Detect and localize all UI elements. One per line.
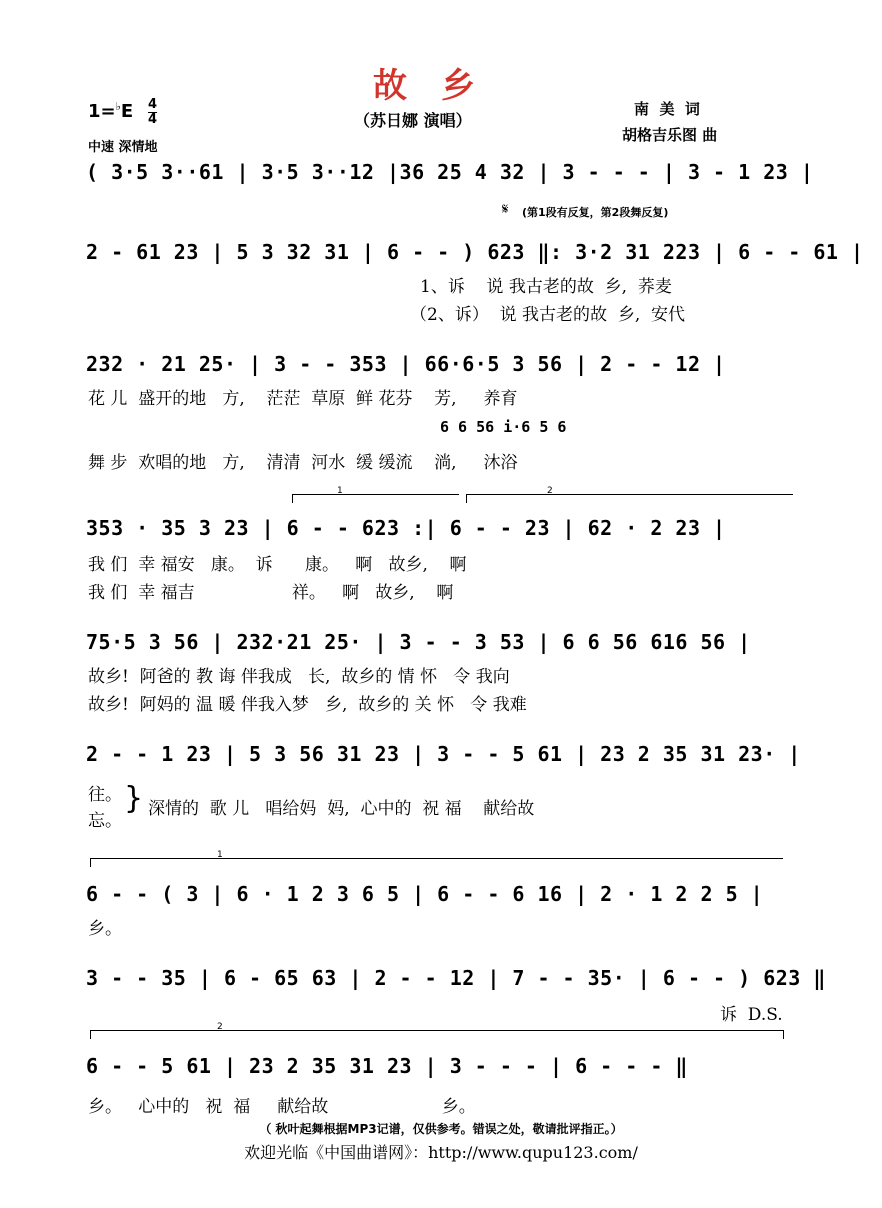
repeat-note: (第1段有反复，第2段舞反复) [522, 206, 669, 219]
key-prefix: 1= [88, 101, 116, 122]
transcription-note: （ 秋叶起舞根据MP3记谱，仅供参考。错误之处，敬请批评指正。） [259, 1122, 623, 1136]
lyricist-credit: 南 美 词 [634, 100, 700, 118]
lyric-line-9: 乡。 心中的 祝 福 献给故 乡。 [88, 1097, 476, 1117]
volta-bracket-1 [292, 486, 459, 503]
volta-bracket-3 [90, 850, 783, 867]
lyric-line-7: 乡。 [88, 919, 122, 939]
key-signature [88, 100, 133, 122]
score-line-1: ( 3·5 3··61 | 3·5 3··12 |36 25 4 32 | 3 - - - | 3 - 1 23 | [86, 160, 814, 184]
volta-number-1: 1 [337, 486, 343, 496]
lyric-line-2b: （2、诉） 说 我古老的故 乡, 安代 [410, 305, 686, 325]
lyric-line-4a: 我 们 幸 福安 康。 诉 康。 啊 故乡, 啊 [88, 555, 467, 575]
score-line-5: 75·5 3 56 | 232·21 25· | 3 - - 3 53 | 6 6 56 616 56 | [86, 630, 751, 654]
lyric-line-5a: 故乡! 阿爸的 教 诲 伴我成 长, 故乡的 情 怀 令 我向 [88, 667, 510, 687]
score-line-7: 6 - - ( 3 | 6 · 1 2 3 6 5 | 6 - - 6 16 | 2 · 1 2 2 5 | [86, 882, 764, 906]
score-line-2: 2 - 61 23 | 5 3 32 31 | 6 - - ) 623 ‖: 3·2 31 223 | 6 - - 61 | [86, 240, 864, 264]
lyric-line-6c: 深情的 歌 儿 唱给妈 妈, 心中的 祝 福 献给故 [148, 799, 535, 819]
lyric-line-2a: 1、诉 说 我古老的故 乡, 荞麦 [420, 277, 672, 297]
score-line-9: 6 - - 5 61 | 23 2 35 31 23 | 3 - - - | 6 - - - ‖ [86, 1054, 688, 1078]
lyric-line-6b: 忘。 [88, 811, 122, 831]
score-line-6: 2 - - 1 23 | 5 3 56 31 23 | 3 - - 5 61 | 23 2 35 31 23· | [86, 742, 801, 766]
score-line-4: 353 · 35 3 23 | 6 - - 623 :| 6 - - 23 | 62 · 2 23 | [86, 516, 726, 540]
volta-number-2: 2 [547, 486, 553, 496]
time-bottom: 4 [148, 112, 158, 127]
alt-notes-3: 6 6 56 i·6 5 6 [440, 418, 567, 436]
score-line-3: 232 · 21 25· | 3 - - 353 | 66·6·5 3 56 | 2 - - 12 | [86, 352, 726, 376]
lyric-line-4b: 我 们 幸 福吉 祥。 啊 故乡, 啊 [88, 583, 454, 603]
song-title: 故乡 [373, 66, 509, 106]
lyric-line-3b: 舞 步 欢唱的地 方, 清清 河水 缓 缓流 淌, 沐浴 [88, 453, 518, 473]
time-signature [148, 98, 157, 127]
tempo-marking: 中速 深情地 [88, 140, 158, 155]
volta-number-4: 2 [217, 1022, 223, 1032]
lyric-line-3a: 花 儿 盛开的地 方, 茫茫 草原 鲜 花芬 芳, 养育 [88, 389, 518, 409]
segno-icon: 𝄋 [502, 200, 509, 218]
lyric-brace: } [124, 781, 144, 816]
volta-number-3: 1 [217, 850, 223, 860]
lyric-line-8: 诉 D.S. [720, 1005, 783, 1025]
lyric-line-6a: 往。 [88, 785, 122, 805]
volta-bracket-4 [90, 1022, 784, 1039]
score-line-8: 3 - - 35 | 6 - 65 63 | 2 - - 12 | 7 - - 35· | 6 - - ) 623 ‖ [86, 966, 826, 990]
singer-credit: （苏日娜 演唱） [354, 111, 472, 130]
time-top: 4 [148, 97, 158, 112]
key-flat: ♭ [115, 100, 121, 113]
lyric-line-5b: 故乡! 阿妈的 温 暖 伴我入梦 乡, 故乡的 关 怀 令 我难 [88, 695, 527, 715]
website-footer: 欢迎光临《中国曲谱网》：http://www.qupu123.com/ [244, 1143, 638, 1162]
composer-credit: 胡格吉乐图 曲 [622, 126, 718, 144]
volta-bracket-2 [466, 486, 793, 503]
key-letter: E [120, 101, 134, 122]
